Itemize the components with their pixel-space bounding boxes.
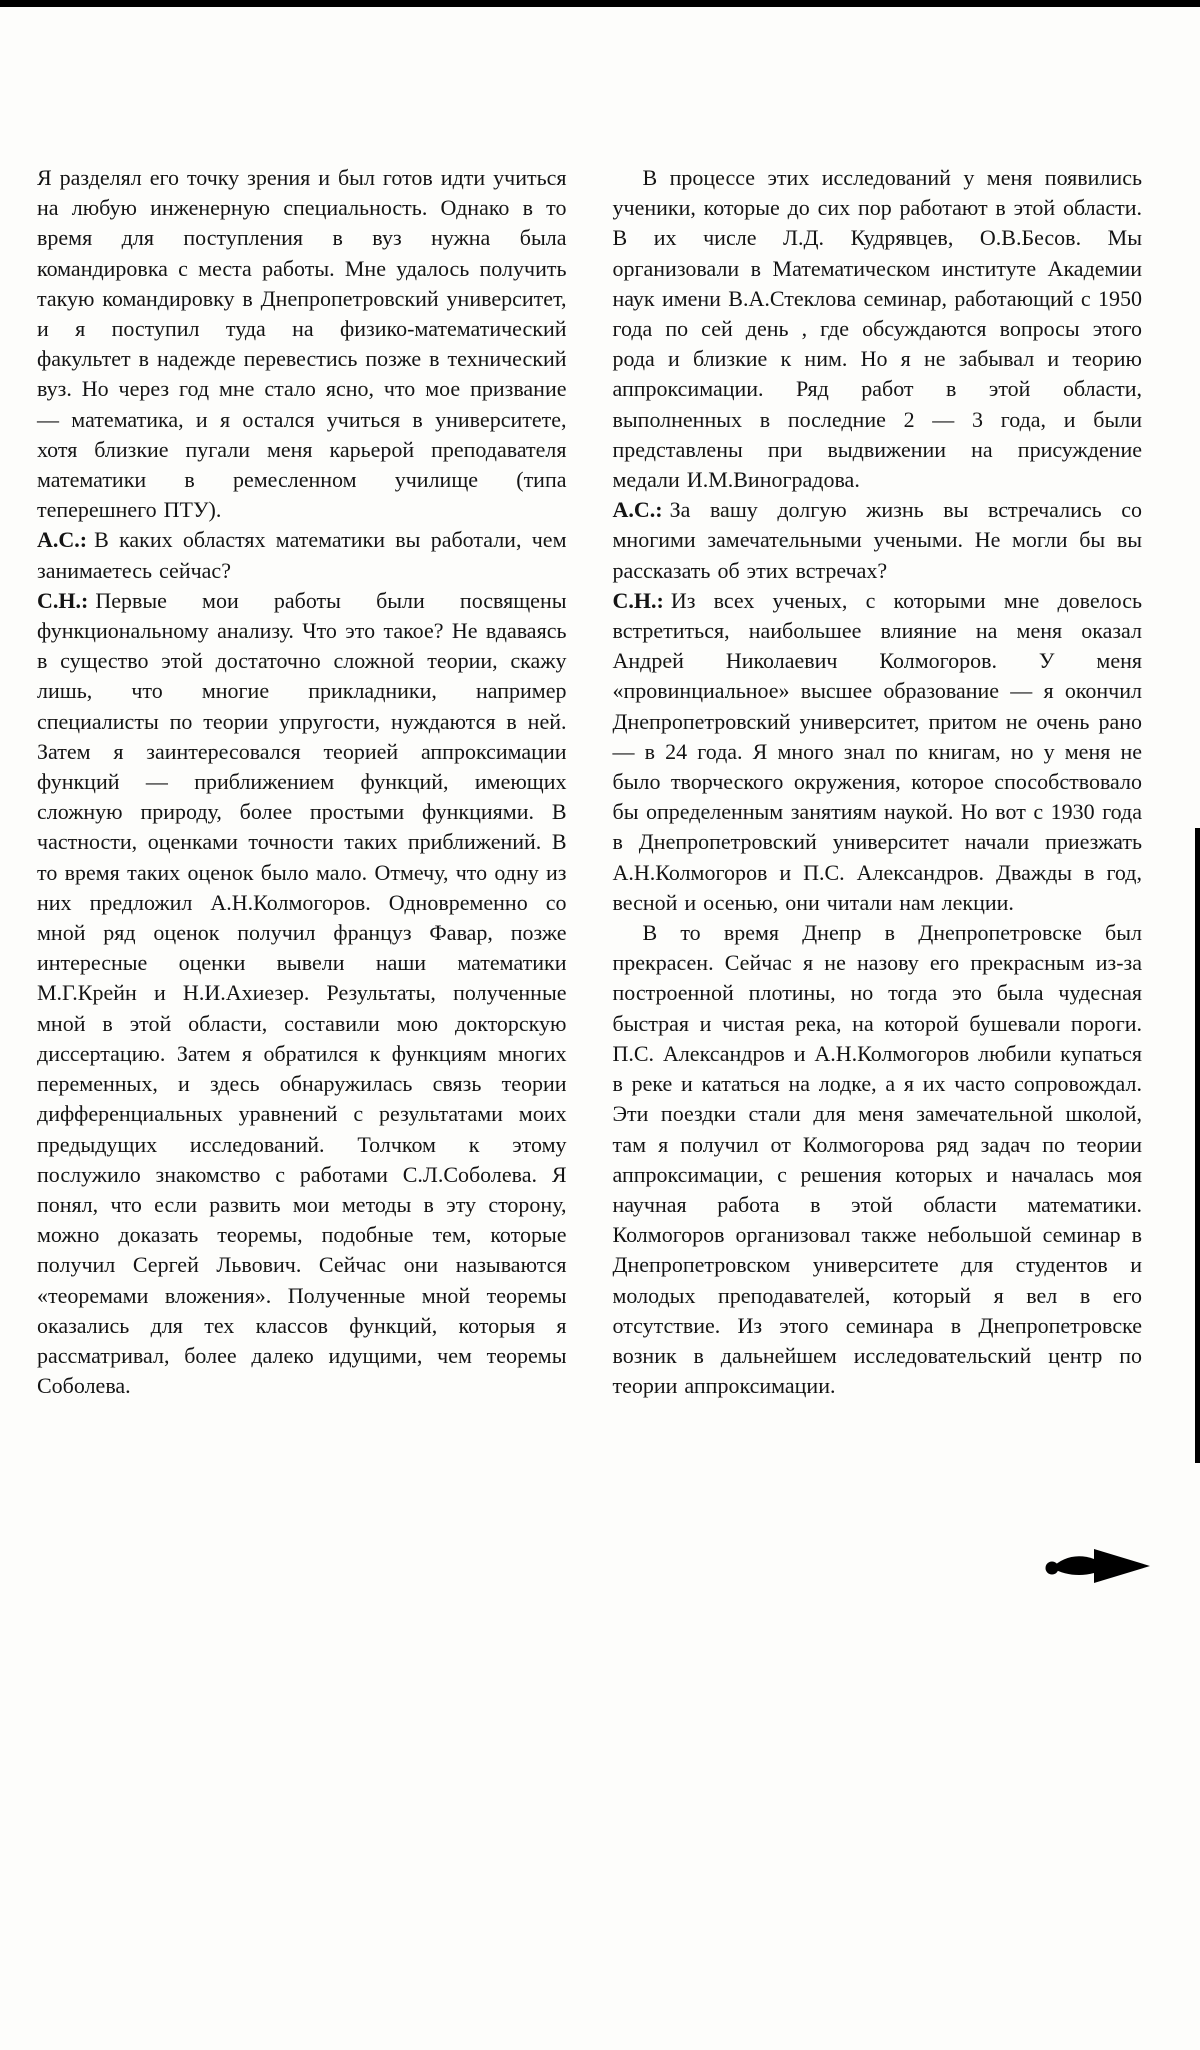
paragraph-text: В процессе этих исследований у меня появились ученики, которые до сих пор работают в этой области. В их числе Л.Д. Кудрявцев, О.В.Бесов. Мы организовали в Математическом институте Академии наук имени В.А.Стеклова семинар, работающий с 1950 года по сей день , где обсуждаются вопросы этого рода и близкие к ним. Но я не забывал и теорию аппроксимации. Ряд работ в этой области, выполненных в последние 2 — 3 года, и были представлены при выдвижении на присуждение медали И.М.Виноградова. — [612, 165, 1142, 493]
paragraph — [613, 918, 1143, 1401]
paragraph-text: В каких областях математики вы работали, чем занимаетесь сейчас? — [37, 527, 567, 583]
paragraph-text: За вашу долгую жизнь вы встречались со многими замечательными учеными. Не могли бы вы рассказать об этих встречах? — [612, 497, 1142, 583]
paragraph-answer — [613, 586, 1143, 918]
article-body — [37, 163, 1142, 1401]
paragraph-text: Первые мои работы были посвящены функциональному анализу. Что это такое? Не вдаваясь в существо этой достаточно сложной теории, скажу лишь, что многие прикладники, например специалисты по теории упругости, нуждаются в ней. Затем я заинтересовался теорией аппроксимации функций — приближением функций, имеющих сложную природу, более простыми функциями. В частности, оценками точности таких приближений. В то время таких оценок было мало. Отмечу, что одну из них предложил А.Н.Колмогоров. Одновременно со мной ряд оценок получил француз Фавар, позже интересные оценки вывели наши математики М.Г.Крейн и Н.И.Ахиезер. Результаты, полученные мной в этой области, составили мою докторскую диссертацию. Затем я обратился к функциям многих переменных, и здесь обнаружилась связь теории дифференциальных уравнений с результатами моих предыдущих исследований. Толчком к этому послужило знакомство с работами С.Л.Соболева. Я понял, что если развить мои методы в эту сторону, можно доказать теоремы, подобные тем, которые получил Сергей Львович. Сейчас они называются «теоремами вложения». Полученные мной теоремы оказались для тех классов функций, которыя я рассматривал, более далеко идущими, чем теоремы Соболева. — [37, 587, 567, 1399]
paragraph-answer — [37, 586, 567, 1401]
paragraph — [613, 163, 1143, 495]
paragraph-text: В то время Днепр в Днепропетровске был прекрасен. Сейчас я не назову его прекрасным из-за построенной плотины, но тогда это была чудесная быстрая и чистая река, на которой бушевали пороги. П.С. Александров и А.Н.Колмогоров любили купаться в реке и кататься на лодке, а я их часто сопровождал. Эти поездки стали для меня замечательной школой, там я получил от Колмогорова ряд задач по теории аппроксимации, с решения которых и началась моя научная работа в этой области математики. Колмогоров организовал также небольшой семинар в Днепропетровском университете для студентов и молодых преподавателей, который я вел в его отсутствие. Из этого семинара в Днепропетровске возник в дальнейшем исследовательский центр по теории аппроксимации. — [612, 920, 1142, 1399]
paragraph-text: Я разделял его точку зрения и был готов идти учиться на любую инженерную специальность. Однако в то время для поступления в вуз нужна была командировка с места работы. Мне удалось получить такую командировку в Днепропетровский университет, и я поступил туда на физико-математический факультет в надежде перевестись позже в технический вуз. Но через год мне стало ясно, что мое призвание — математика, и я остался учиться в университете, хотя близкие пугали меня карьерой преподавателя математики в ремесленном училище (типа теперешнего ПТУ). — [37, 165, 567, 523]
end-of-article-pen-icon — [1042, 1545, 1152, 1589]
paragraph-question — [613, 495, 1143, 586]
speaker-label: А.С.: — [37, 527, 88, 553]
speaker-label: С.Н.: — [37, 587, 89, 613]
text-column-left — [37, 163, 567, 1401]
scan-top-edge-artifact — [0, 0, 1200, 7]
text-column-right — [613, 163, 1143, 1401]
paragraph-text: Из всех ученых, с которыми мне довелось встретиться, наибольшее влияние на меня оказал Андрей Николаевич Колмогоров. У меня «провинциальное» высшее образование — я окончил Днепропетровский университет, притом не очень рано — в 24 года. Я много знал по книгам, но у меня не было творческого окружения, которое способствовало бы определенным занятиям наукой. Но вот с 1930 года в Днепропетровский университет начали приезжать А.Н.Колмогоров и П.С. Александров. Дважды в год, весной и осенью, они читали нам лекции. — [612, 587, 1142, 915]
speaker-label: С.Н.: — [612, 587, 664, 613]
paragraph — [37, 163, 567, 525]
speaker-label: А.С.: — [612, 497, 663, 523]
scan-right-edge-artifact — [1195, 828, 1200, 1463]
paragraph-question — [37, 525, 567, 585]
